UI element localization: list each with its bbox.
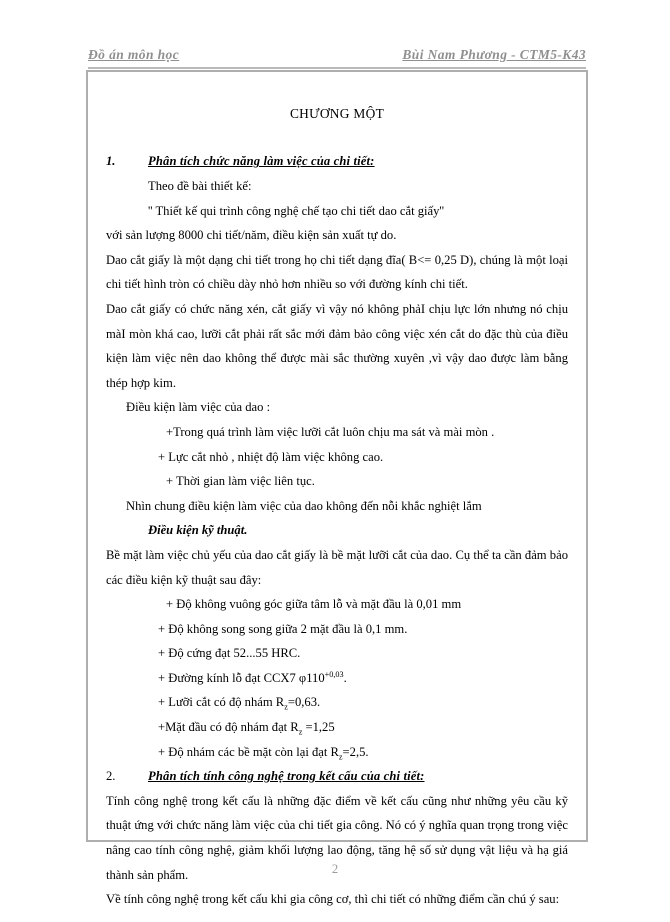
document-body [96,80,578,907]
section-1-disk-paragraph: Dao cắt giấy là một dạng chi tiết trong họ chi tiết dạng đĩa( B<= 0,25 D), chúng là một loại chi tiết hình tròn có chiều dày nhỏ hơn nhiều so với đường kính chi tiết. [106,252,568,292]
tech-item-perpendicularity: + Độ không vuông góc giữa tâm lỗ và mặt đầu là 0,01 mm [166,597,462,612]
section-2-heading [106,764,568,789]
section-1-heading [106,149,568,174]
tech-item-face-roughness [106,715,568,740]
work-condition-item-2: + Lực cắt nhỏ , nhiệt độ làm việc không cao. [158,449,384,464]
hole-diameter-tolerance: +0,03 [324,669,344,679]
section-1-title: Phân tích chức năng làm việc của chi tiết: [148,154,375,169]
header-right-text: Bùi Nam Phương - CTM5-K43 [402,47,586,62]
work-condition-item-1: +Trong quá trình làm việc lưỡi cắt luôn chịu ma sát và mài mòn . [166,424,495,439]
technical-condition-label: Điều kiện kỹ thuật. [148,523,248,538]
other-roughness-prefix: + Độ nhám các bề mặt còn lại đạt R [158,744,339,759]
section-1-function-paragraph: Dao cắt giấy có chức năng xén, cắt giấy vì vậy nó không phảI chịu lực lớn nhưng nó chịu màI mòn khá cao, lưỡi cắt phải rất sắc mới đảm bảo công việc xén cắt do đặc thù của điều kiện làm việc nên dao không thể được mài sắc thường xuyên ,vì vậy dao được làm bằng thép hợp kim. [106,301,568,390]
face-roughness-subscript: z [298,727,303,737]
tech-item-other-roughness [106,740,568,765]
section-2-number: 2. [106,769,116,784]
tech-item-hole-diameter [106,666,568,691]
work-condition-summary: Nhìn chung điều kiện làm việc của dao không đến nỗi khắc nghiệt lắm [126,498,482,513]
chapter-title: CHƯƠNG MỘT [289,106,385,121]
tech-item-hardness: + Độ cứng đạt 52...55 HRC. [158,646,301,661]
hole-diameter-suffix: . [343,670,347,685]
section-1-quote-cont-line: với sản lượng 8000 chi tiết/năm, điều kiện sản xuất tự do. [106,228,397,243]
page-number: 2 [331,862,339,876]
running-header [88,44,586,69]
section-1-quote-line: '' Thiết kế qui trình công nghệ chế tạo chi tiết dao cắt giấy'' [148,203,444,218]
work-condition-label: Điều kiện làm việc của dao : [126,400,271,415]
header-left-text: Đồ án môn học [88,47,180,62]
work-condition-item-3: + Thời gian làm việc liên tục. [166,474,315,489]
section-1-number: 1. [106,154,116,169]
section-2-title: Phân tích tính công nghệ trong kết cấu của chi tiết: [148,769,425,784]
face-roughness-prefix: +Mặt đầu có độ nhám đạt R [158,720,299,735]
other-roughness-suffix: =2,5. [342,744,369,759]
other-roughness-subscript: z [338,752,343,762]
edge-roughness-subscript: z [284,702,288,712]
edge-roughness-prefix: + Lưỡi cắt có độ nhám R [158,695,285,710]
face-roughness-suffix: =1,25 [302,720,335,735]
hole-diameter-prefix: + Đường kính lỗ đạt CCX7 φ110 [158,670,325,685]
section-2-paragraph-1: Tính công nghệ trong kết cấu là những đặc điểm về kết cấu cũng như những yêu cầu kỹ thuật ứng với chức năng làm việc của chi tiết gia công. Nó có ý nghĩa quan trọng trong việc nâng cao tính công nghệ, giảm khối lượng lao động, tăng hệ số sử dụng vật liệu và hạ giá thành sản phẩm. [106,793,568,882]
tech-item-edge-roughness [106,690,568,715]
section-1-intro-line: Theo đề bài thiết kế: [148,179,252,193]
technical-condition-intro: Bề mặt làm việc chủ yếu của dao cắt giấy là bề mặt lưỡi cắt của dao. Cụ thể ta cần đảm bảo các điều kiện kỹ thuật sau đây: [106,547,568,587]
section-2-paragraph-2: Về tính công nghệ trong kết cấu khi gia công cơ, thì chi tiết có những điểm cần chú ý sau: [106,892,560,907]
tech-item-parallelism: + Độ không song song giữa 2 mặt đầu là 0,1 mm. [158,621,408,636]
edge-roughness-suffix: =0,63. [287,695,321,710]
